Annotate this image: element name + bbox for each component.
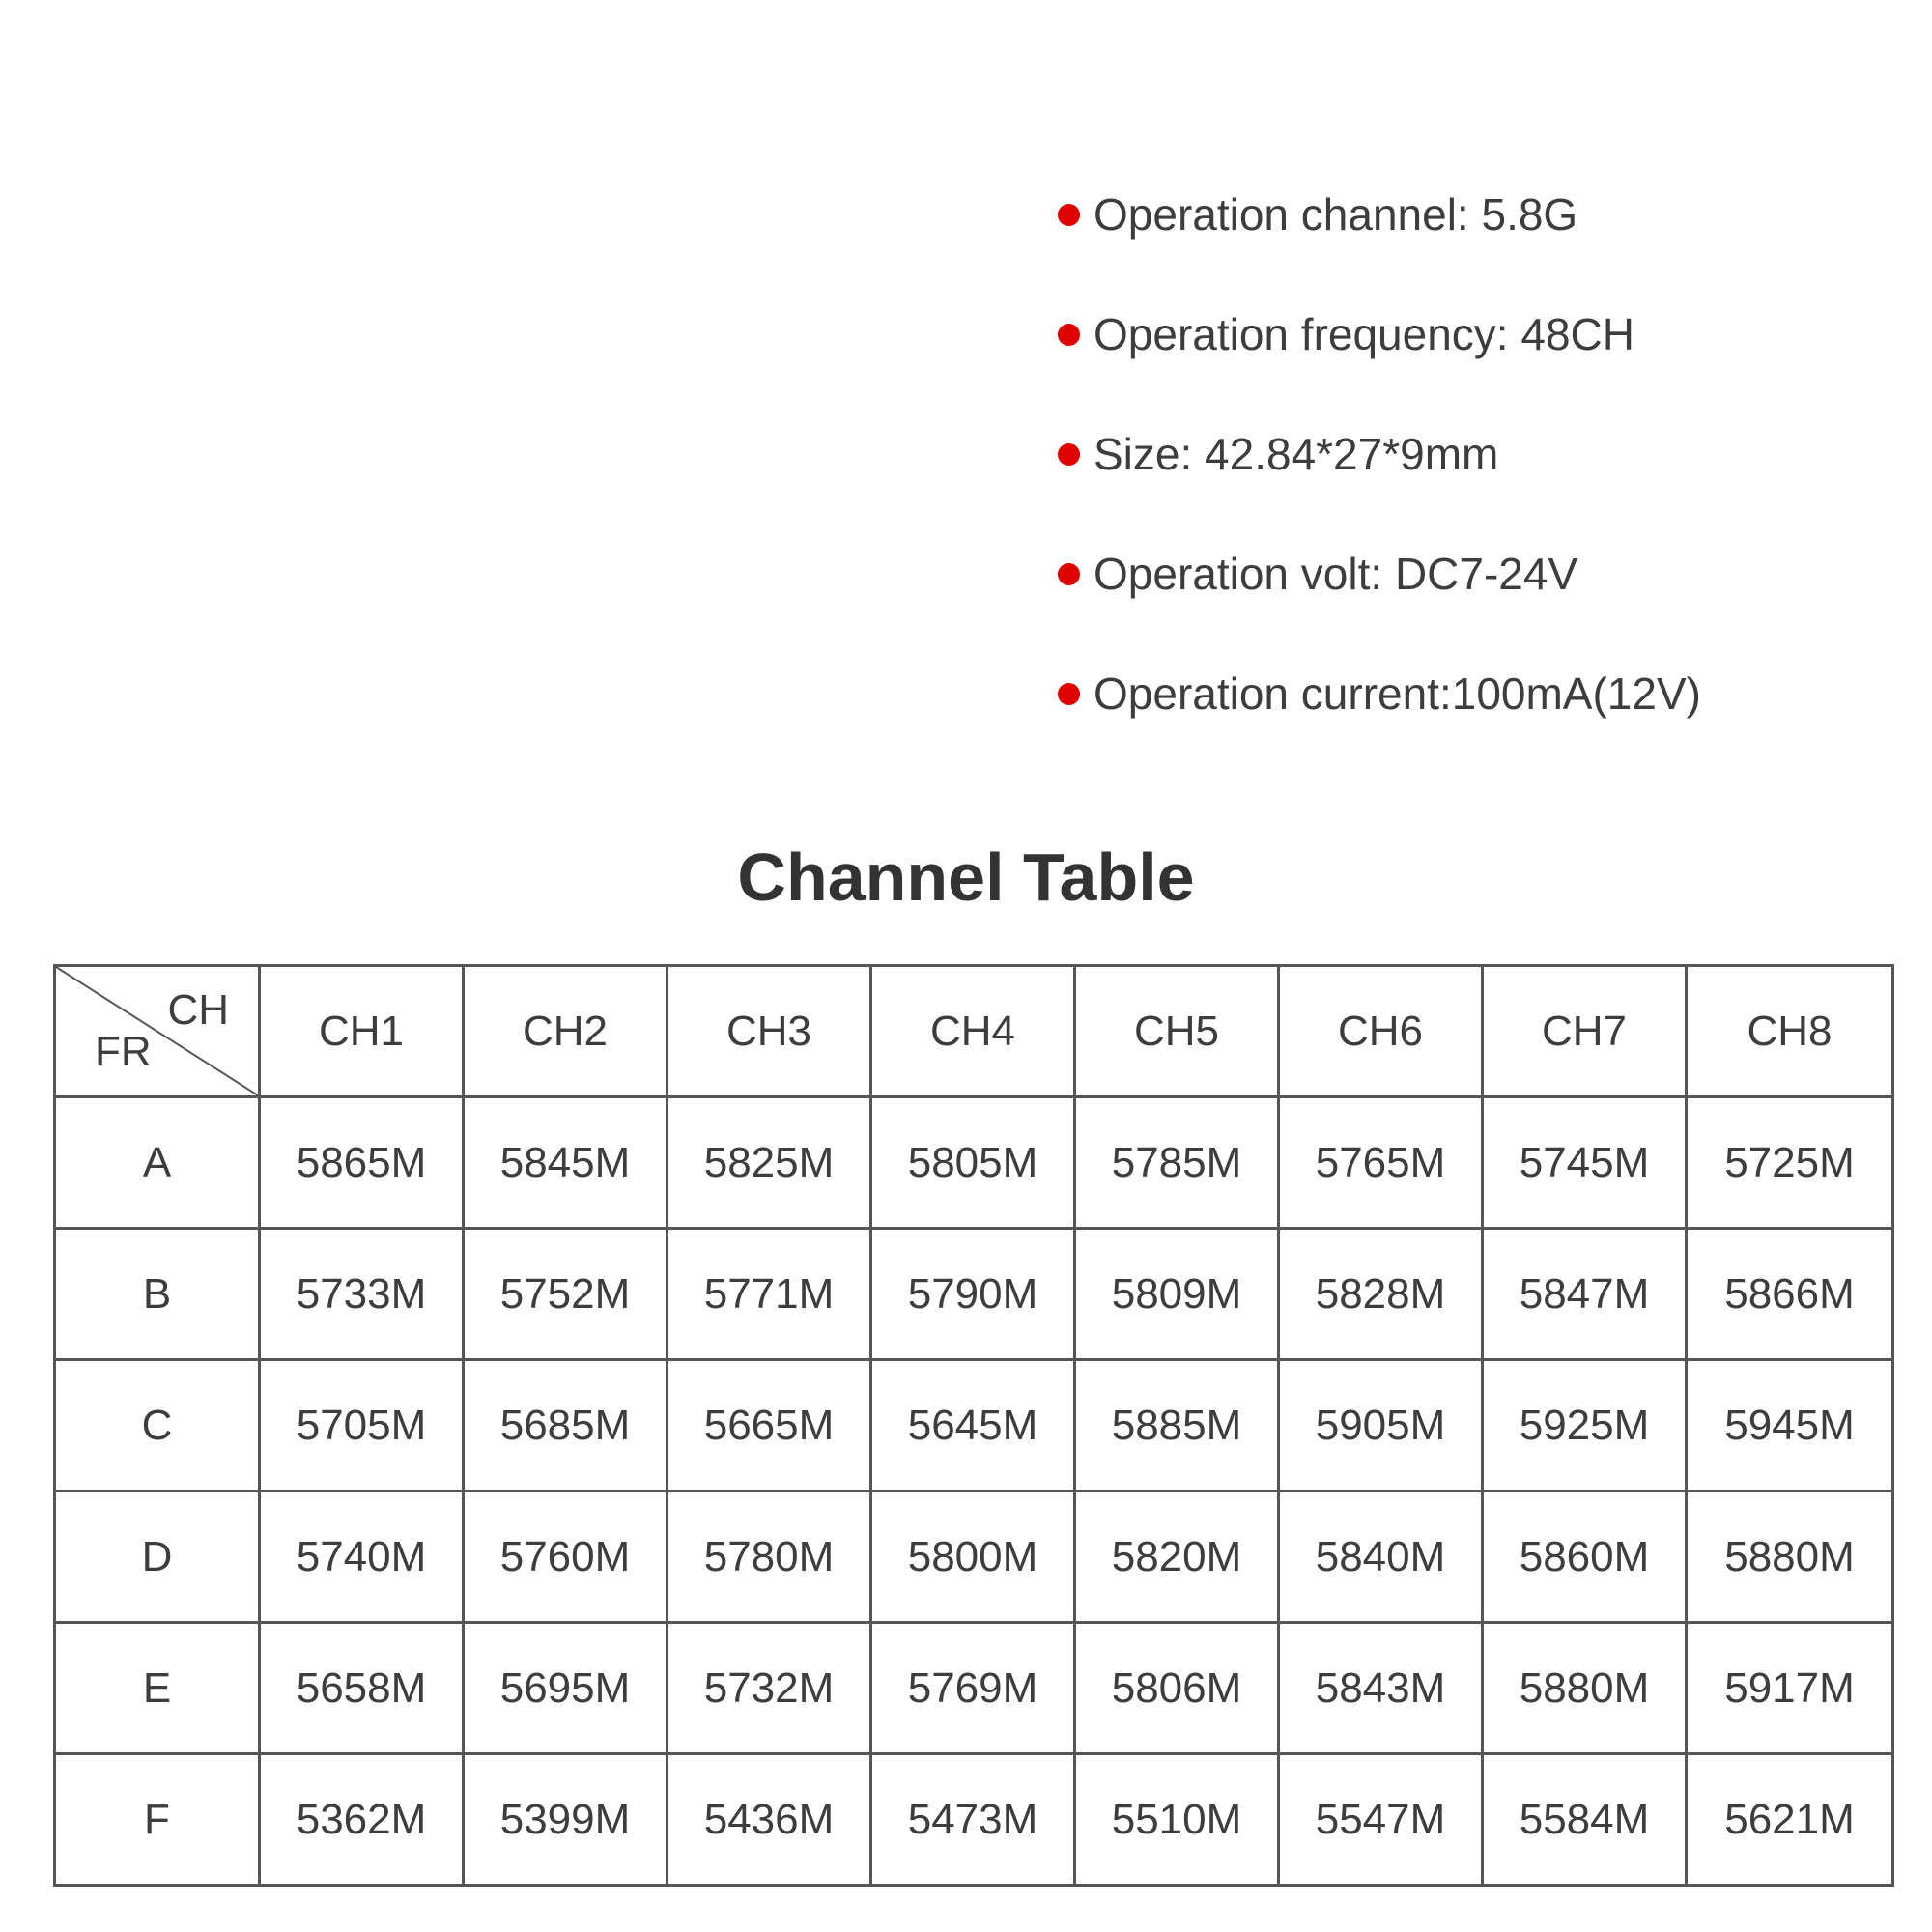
table-cell: 5820M [1075,1492,1279,1623]
corner-column-label: CH [167,986,229,1034]
table-cell: 5866M [1687,1229,1893,1360]
table-cell: 5760M [464,1492,668,1623]
bullet-dot-icon [1058,683,1080,705]
table-row [55,1492,1893,1623]
table-row [55,1360,1893,1492]
table-cell: 5917M [1687,1623,1893,1754]
corner-row-label: FR [95,1028,152,1075]
table-row [55,1754,1893,1886]
table-cell: 5473M [871,1754,1075,1886]
table-cell: 5765M [1279,1097,1483,1229]
table-row [55,1097,1893,1229]
table-cell: 5547M [1279,1754,1483,1886]
row-header: D [55,1492,260,1623]
row-header: E [55,1623,260,1754]
row-header: B [55,1229,260,1360]
table-cell: 5847M [1483,1229,1687,1360]
table-cell: 5752M [464,1229,668,1360]
spec-item [1058,514,1908,634]
table-cell: 5732M [668,1623,871,1754]
spec-item [1058,394,1908,514]
table-header-row [55,966,1893,1097]
table-cell: 5825M [668,1097,871,1229]
table-row [55,1623,1893,1754]
channel-table [53,964,1894,1887]
table-cell: 5809M [1075,1229,1279,1360]
table-cell: 5362M [260,1754,464,1886]
row-header: C [55,1360,260,1492]
table-cell: 5510M [1075,1754,1279,1886]
table-body [55,1097,1893,1886]
spec-text: Operation frequency: 48CH [1094,309,1634,359]
spec-item [1058,274,1908,394]
table-cell: 5885M [1075,1360,1279,1492]
table-cell: 5780M [668,1492,871,1623]
row-header: F [55,1754,260,1886]
table-cell: 5925M [1483,1360,1687,1492]
table-cell: 5695M [464,1623,668,1754]
table-cell: 5905M [1279,1360,1483,1492]
table-cell: 5658M [260,1623,464,1754]
table-cell: 5740M [260,1492,464,1623]
column-header: CH7 [1483,966,1687,1097]
table-cell: 5769M [871,1623,1075,1754]
column-header: CH5 [1075,966,1279,1097]
column-header: CH2 [464,966,668,1097]
table-cell: 5705M [260,1360,464,1492]
table-corner-cell [55,966,260,1097]
column-header: CH1 [260,966,464,1097]
table-cell: 5800M [871,1492,1075,1623]
page-title: Channel Table [737,839,1195,915]
spec-text: Operation current:100mA(12V) [1094,668,1701,719]
table-cell: 5845M [464,1097,668,1229]
table-cell: 5584M [1483,1754,1687,1886]
column-header: CH3 [668,966,871,1097]
table-cell: 5665M [668,1360,871,1492]
table-cell: 5806M [1075,1623,1279,1754]
table-cell: 5840M [1279,1492,1483,1623]
bullet-dot-icon [1058,563,1080,585]
column-header: CH4 [871,966,1075,1097]
table-cell: 5865M [260,1097,464,1229]
table-cell: 5725M [1687,1097,1893,1229]
table-cell: 5945M [1687,1360,1893,1492]
table-cell: 5843M [1279,1623,1483,1754]
bullet-dot-icon [1058,324,1080,346]
table-cell: 5880M [1687,1492,1893,1623]
table-cell: 5399M [464,1754,668,1886]
table-cell: 5828M [1279,1229,1483,1360]
bullet-dot-icon [1058,204,1080,226]
table-cell: 5860M [1483,1492,1687,1623]
spec-item [1058,634,1908,753]
table-cell: 5771M [668,1229,871,1360]
table-cell: 5645M [871,1360,1075,1492]
table-cell: 5685M [464,1360,668,1492]
table-row [55,1229,1893,1360]
spec-list [1058,155,1908,753]
column-header: CH6 [1279,966,1483,1097]
column-header: CH8 [1687,966,1893,1097]
table-cell: 5733M [260,1229,464,1360]
table-cell: 5790M [871,1229,1075,1360]
table-cell: 5785M [1075,1097,1279,1229]
row-header: A [55,1097,260,1229]
spec-item [1058,155,1908,274]
table-cell: 5745M [1483,1097,1687,1229]
table-cell: 5621M [1687,1754,1893,1886]
table-cell: 5805M [871,1097,1075,1229]
table-cell: 5436M [668,1754,871,1886]
spec-text: Size: 42.84*27*9mm [1094,429,1499,479]
bullet-dot-icon [1058,443,1080,466]
spec-text: Operation volt: DC7-24V [1094,549,1578,599]
table-cell: 5880M [1483,1623,1687,1754]
spec-text: Operation channel: 5.8G [1094,189,1578,240]
